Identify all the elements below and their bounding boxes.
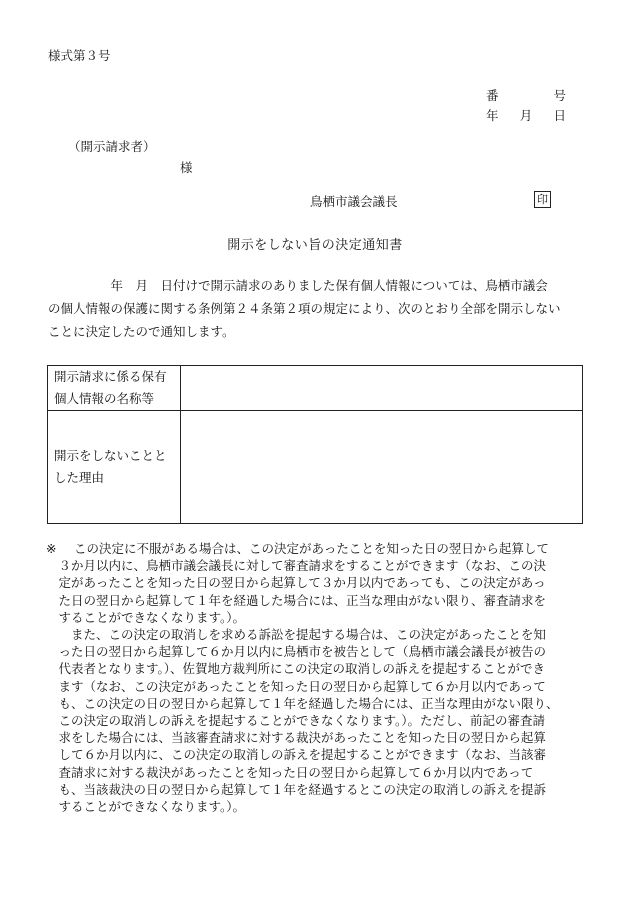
note-line: 査請求に対する裁決があったことを知った日の翌日から起算して６か月以内であって (46, 764, 534, 780)
body-line: 年 月 日付けで開示請求のありました保有個人情報については、鳥栖市議会 (48, 278, 548, 293)
table-row (48, 366, 583, 411)
date-row (486, 106, 566, 124)
note-line: 定があったことを知った日の翌日から起算して３か月以内であっても、この決定があっ (46, 575, 546, 591)
note-line: 代表者となります。）、佐賀地方裁判所にこの決定の取消しの訴えを提起することができ (46, 661, 546, 677)
label-line: した理由 (54, 470, 105, 485)
label-line: 個人情報の名称等 (54, 391, 155, 406)
notes-section (46, 540, 586, 815)
year-label: 年 (486, 108, 499, 123)
note-line: も、この決定の日の翌日から起算して１年を経過した場合には、正当な理由がない限り、 (46, 695, 559, 711)
info-table (47, 365, 583, 524)
label-line: 開示をしないことと (54, 448, 167, 463)
seal-mark: 印 (534, 191, 551, 208)
note-line: も、当該裁決の日の翌日から起算して１年を経過するとこの決定の取消しの訴えを提訴 (46, 781, 547, 797)
value-personal-info-name[interactable] (181, 366, 583, 411)
body-line: ことに決定したので通知します。 (48, 324, 235, 339)
day-label: 日 (553, 108, 566, 123)
label-personal-info-name (48, 366, 181, 411)
note-line: った日の翌日から起算して６か月以内に鳥栖市を被告として（鳥栖市議会議長が被告の (46, 644, 547, 660)
issuer-chair: 鳥栖市議会議長 (310, 194, 398, 209)
note-mark: ※ (46, 541, 57, 556)
note-line: また、この決定の取消しを求める訴訟を提起する場合は、この決定があったことを知 (46, 627, 546, 643)
table-row (48, 411, 583, 524)
note-line: 求をした場合には、当該審査請求に対する裁決があったことを知った日の翌日から起算 (46, 730, 546, 746)
note-line: た日の翌日から起算して１年を経過した場合には、正当な理由がない限り、審査請求を (46, 592, 547, 608)
note-line: ます（なお、この決定があったことを知った日の翌日から起算して６か月以内であって (46, 678, 546, 694)
note-line: この決定の取消しの訴えを提起することができなくなります。）。ただし、前記の審査請 (46, 713, 546, 729)
body-paragraph (48, 274, 583, 343)
month-label: 月 (519, 108, 533, 123)
requester-label: （開示請求者） (68, 139, 156, 154)
form-number: 様式第３号 (48, 48, 111, 63)
note-line: することができなくなります。）。 (46, 609, 246, 625)
note-line: ３か月以内に、鳥栖市議会議長に対して審査請求をすることができます（なお、この決 (46, 558, 547, 574)
label-reason (48, 411, 181, 524)
body-line: の個人情報の保護に関する条例第２４条第２項の規定により、次のとおり全部を開示しない (48, 301, 561, 316)
document-title: 開示をしない旨の決定通知書 (227, 238, 403, 253)
document-number-row (486, 86, 566, 104)
ban-label: 番 (486, 88, 499, 103)
note-line: することができなくなります。）。 (46, 799, 246, 815)
label-line: 開示請求に係る保有 (54, 369, 167, 384)
honorific-sama: 様 (180, 160, 193, 175)
value-reason[interactable] (181, 411, 583, 524)
go-label: 号 (553, 88, 566, 103)
note-line: ※ この決定に不服がある場合は、この決定があったことを知った日の翌日から起算して (46, 541, 549, 556)
note-line: して６か月以内に、この決定の取消しの訴えを提起することができます（なお、当該審 (46, 747, 547, 763)
